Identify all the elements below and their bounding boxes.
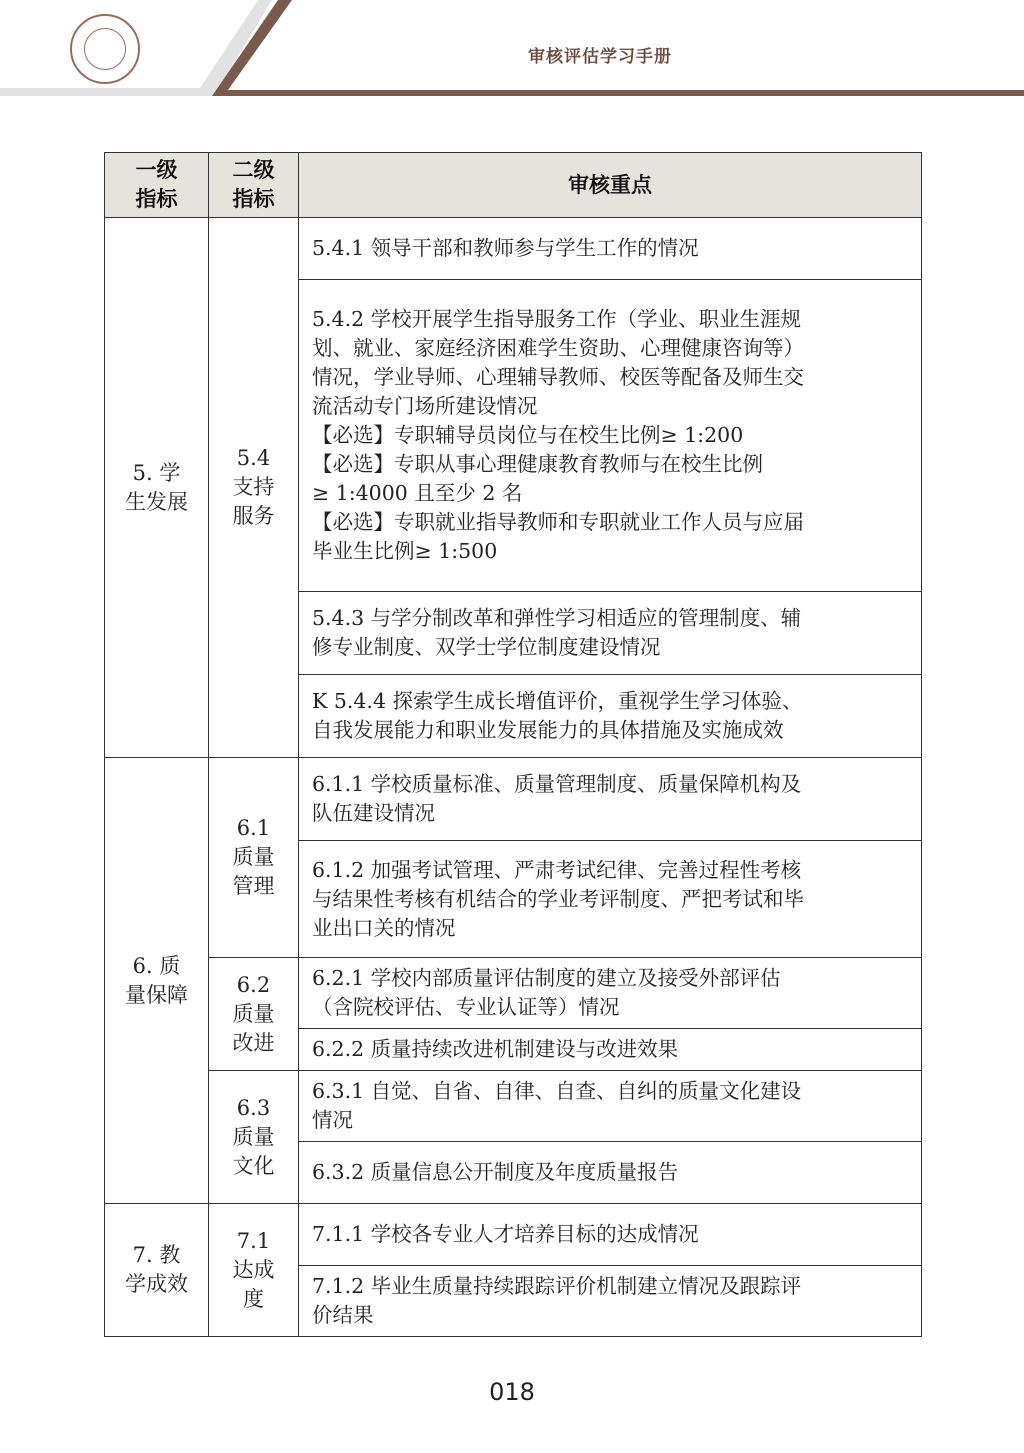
item-line: 情况，学业导师、心理辅导教师、校医等配备及师生交: [312, 365, 804, 389]
review-item: [299, 218, 922, 280]
header-line: 二级: [232, 158, 275, 182]
page-number: 018: [489, 1378, 535, 1406]
item-line: K 5.4.4 探索学生成长增值评价，重视学生学习体验、: [312, 689, 803, 713]
cell-line: 量保障: [125, 982, 188, 1007]
item-line: 自我发展能力和职业发展能力的具体措施及实施成效: [312, 718, 784, 742]
header-line: 指标: [135, 187, 178, 211]
item-line: 毕业生比例≥ 1:500: [312, 539, 498, 563]
review-item: [299, 1071, 922, 1142]
item-line: 6.3.1 自觉、自省、自律、自查、自纠的质量文化建设: [312, 1079, 802, 1103]
item-line: 【必选】专职从事心理健康教育教师与在校生比例: [312, 452, 763, 476]
item-line: 修专业制度、双学士学位制度建设情况: [312, 635, 661, 659]
cell-line: 服务: [232, 504, 275, 528]
review-item: [299, 841, 922, 958]
table-row: [105, 1204, 922, 1266]
cell-line: 质量: [232, 845, 275, 869]
item-line: 【必选】专职就业指导教师和专职就业工作人员与应届: [312, 510, 804, 534]
level2-cell: [209, 1204, 299, 1337]
cell-line: 6. 质: [132, 953, 181, 978]
table-row: [105, 958, 922, 1029]
cell-line: 管理: [232, 874, 275, 898]
cell-line: 7.1: [236, 1228, 271, 1253]
review-item: [299, 1029, 922, 1071]
item-line: 划、就业、家庭经济困难学生资助、心理健康咨询等）: [312, 336, 804, 360]
item-line: 6.1.1 学校质量标准、质量管理制度、质量保障机构及: [312, 772, 802, 796]
header-line: 一级: [135, 158, 178, 182]
cell-line: 5. 学: [132, 460, 181, 485]
level2-cell: [209, 958, 299, 1071]
level1-cell: [105, 1204, 209, 1337]
header-title: 审核评估学习手册: [528, 47, 672, 67]
indicator-table: [104, 152, 922, 1337]
item-line: 6.2.1 学校内部质量评估制度的建立及接受外部评估: [312, 966, 781, 990]
cell-line: 文化: [232, 1153, 275, 1178]
item-line: 价结果: [312, 1303, 374, 1327]
table-row: [105, 758, 922, 841]
item-line: 流活动专门场所建设情况: [312, 394, 538, 418]
cell-line: 5.4: [236, 446, 271, 470]
item-line: 【必选】专职辅导员岗位与在校生比例≥ 1:200: [312, 423, 744, 447]
cell-line: 质量: [232, 1001, 275, 1026]
item-line: 6.2.2 质量持续改进机制建设与改进效果: [312, 1037, 679, 1061]
item-line: 5.4.3 与学分制改革和弹性学习相适应的管理制度、辅: [312, 606, 802, 630]
review-item: [299, 675, 922, 758]
header-line: 审核重点: [568, 172, 652, 197]
cell-line: 质量: [232, 1124, 275, 1149]
review-table: [104, 152, 921, 1337]
table-row: [105, 1071, 922, 1142]
table-header-row: [105, 153, 922, 218]
header-level1: [105, 153, 209, 218]
cell-line: 6.3: [236, 1095, 271, 1120]
item-line: （含院校评估、专业认证等）情况: [312, 995, 620, 1019]
cell-line: 6.2: [236, 972, 271, 997]
level1-cell: [105, 218, 209, 758]
header-review-focus: [299, 153, 922, 218]
item-line: 情况: [312, 1108, 353, 1132]
item-line: 6.3.2 质量信息公开制度及年度质量报告: [312, 1160, 679, 1184]
level2-cell: [209, 218, 299, 758]
level2-cell: [209, 1071, 299, 1204]
review-item: [299, 1204, 922, 1266]
level2-cell: [209, 758, 299, 958]
item-line: 队伍建设情况: [312, 801, 435, 825]
level1-cell: [105, 758, 209, 1204]
review-item: [299, 592, 922, 675]
cell-line: 支持: [232, 475, 275, 499]
review-item: [299, 280, 922, 592]
cell-line: 6.1: [236, 816, 271, 840]
item-line: 7.1.2 毕业生质量持续跟踪评价机制建立情况及跟踪评: [312, 1274, 802, 1298]
header-level2: [209, 153, 299, 218]
university-seal-icon: [70, 14, 140, 84]
item-line: 6.1.2 加强考试管理、严肃考试纪律、完善过程性考核: [312, 857, 802, 882]
item-line: ≥ 1:4000 且至少 2 名: [312, 481, 523, 505]
review-item: [299, 958, 922, 1029]
item-line: 7.1.1 学校各专业人才培养目标的达成情况: [312, 1222, 699, 1246]
table-row: [105, 218, 922, 280]
item-line: 5.4.2 学校开展学生指导服务工作（学业、职业生涯规: [312, 307, 802, 331]
page-header: [0, 0, 1024, 100]
review-item: [299, 758, 922, 841]
item-line: 业出口关的情况: [312, 915, 456, 940]
header-line: 指标: [232, 187, 275, 211]
cell-line: 学成效: [125, 1272, 188, 1296]
review-item: [299, 1266, 922, 1337]
cell-line: 改进: [232, 1030, 275, 1055]
cell-line: 7. 教: [132, 1243, 181, 1267]
cell-line: 达成: [232, 1257, 275, 1282]
item-line: 与结果性考核有机结合的学业考评制度、严把考试和毕: [312, 886, 804, 911]
cell-line: 生发展: [125, 489, 188, 514]
cell-line: 度: [243, 1286, 264, 1311]
item-line: 5.4.1 领导干部和教师参与学生工作的情况: [312, 236, 699, 260]
review-item: [299, 1142, 922, 1204]
